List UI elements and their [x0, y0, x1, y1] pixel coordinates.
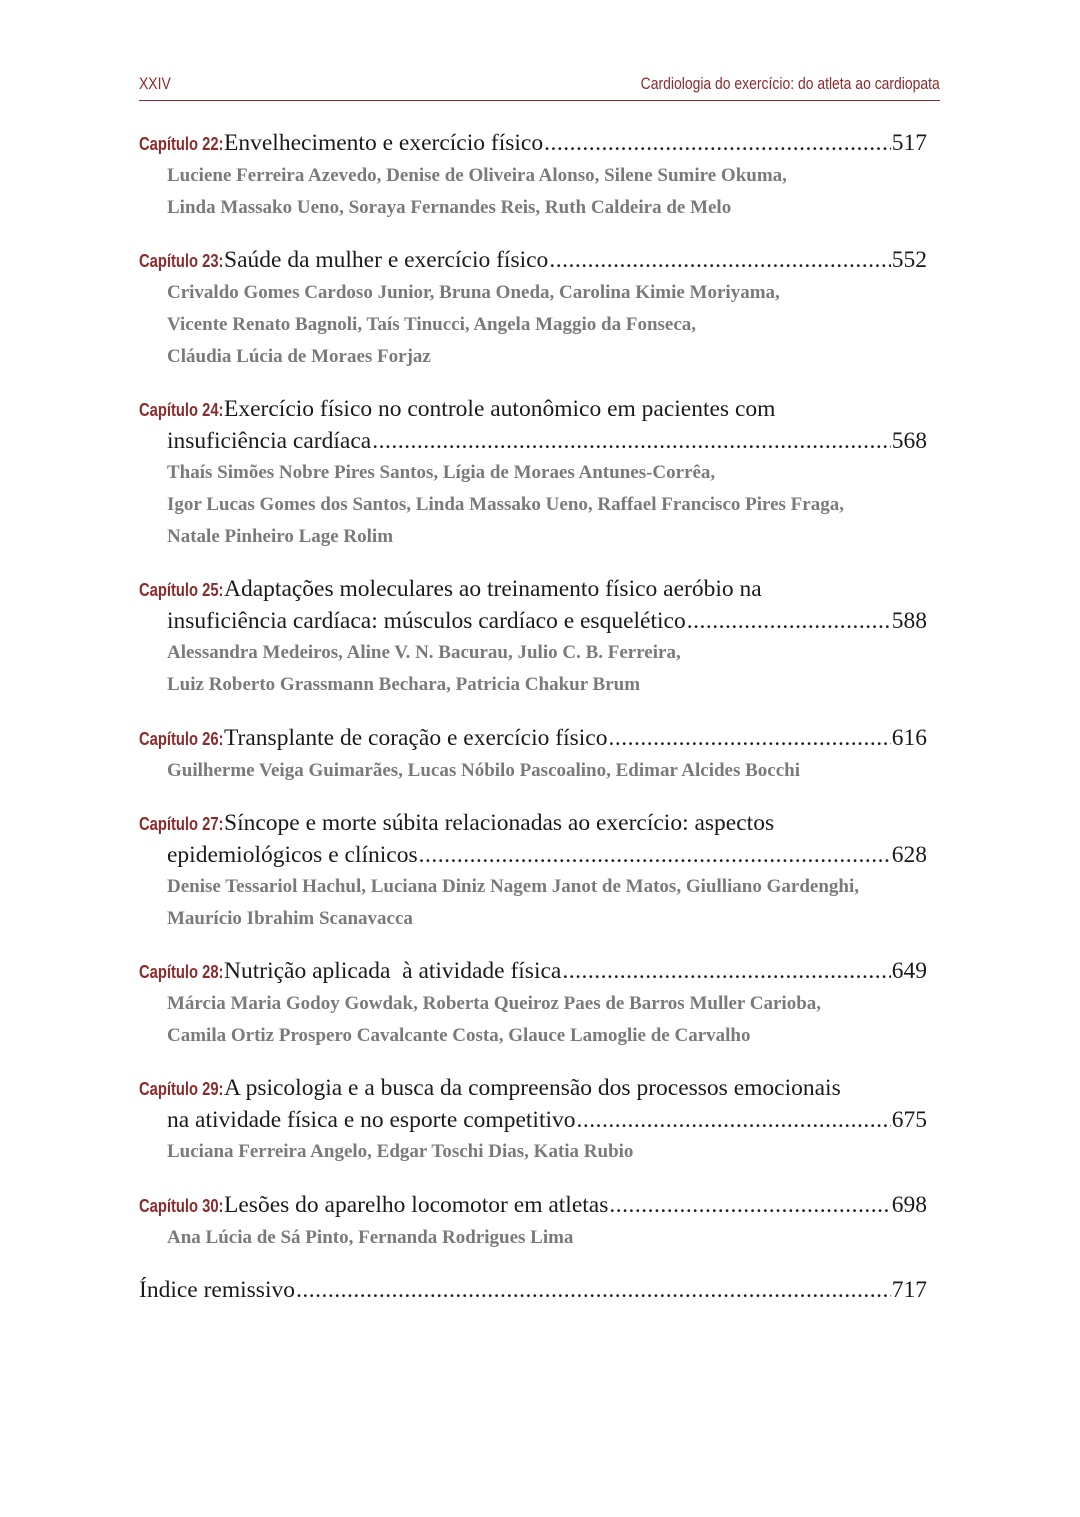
chapter-title: Exercício físico no controle autonômico em pacientes com [224, 396, 776, 422]
leader-dots [296, 1275, 891, 1306]
toc-entry-chapter-29 [139, 1073, 927, 1168]
chapter-title: Síncope e morte súbita relacionadas ao exercício: aspectos [224, 810, 775, 836]
chapter-page: 517 [891, 130, 927, 156]
chapter-authors-line: Alessandra Medeiros, Aline V. N. Bacurau, Julio C. B. Ferreira, [167, 642, 681, 663]
chapter-title: A psicologia e a busca da compreensão dos processos emocionais [224, 1075, 841, 1101]
chapter-title-continued: epidemiológicos e clínicos [167, 842, 418, 868]
chapter-label: Capítulo 28: [139, 962, 224, 982]
chapter-page: 568 [891, 428, 927, 454]
toc-entry-chapter-24 [139, 394, 927, 553]
chapter-page: 649 [891, 958, 927, 984]
leader-dots [687, 606, 891, 637]
toc-entry-chapter-23 [139, 245, 927, 373]
toc-title-line [139, 1275, 927, 1306]
leader-dots [372, 426, 891, 457]
toc-title-line [139, 1105, 927, 1136]
chapter-label: Capítulo 29: [139, 1079, 224, 1099]
toc-title-line [139, 808, 927, 840]
chapter-label: Capítulo 25: [139, 580, 224, 600]
header-page-number: XXIV [139, 74, 171, 93]
chapter-title: Transplante de coração e exercício físico [224, 725, 608, 751]
toc-title-line [139, 840, 927, 871]
toc-title-line [139, 245, 927, 277]
chapter-authors-line: Camila Ortiz Prospero Cavalcante Costa, Glauce Lamoglie de Carvalho [167, 1025, 751, 1046]
chapter-page: 588 [891, 608, 927, 634]
chapter-authors-line: Cláudia Lúcia de Moraes Forjaz [167, 346, 431, 367]
chapter-label: Capítulo 22: [139, 134, 224, 154]
chapter-authors-line: Thaís Simões Nobre Pires Santos, Lígia de Moraes Antunes-Corrêa, [167, 462, 716, 483]
chapter-authors-line: Luciene Ferreira Azevedo, Denise de Oliveira Alonso, Silene Sumire Okuma, [167, 165, 787, 186]
chapter-authors-line: Natale Pinheiro Lage Rolim [167, 526, 394, 547]
chapter-authors-line: Crivaldo Gomes Cardoso Junior, Bruna Oneda, Carolina Kimie Moriyama, [167, 282, 780, 303]
leader-dots [608, 723, 890, 754]
chapter-page: 628 [891, 842, 927, 868]
chapter-title: Envelhecimento e exercício físico [224, 130, 544, 156]
toc-title-line [139, 606, 927, 637]
toc-title-line [139, 394, 927, 426]
running-header [139, 70, 940, 101]
toc-title-line [139, 574, 927, 606]
chapter-title-continued: insuficiência cardíaca [167, 428, 372, 454]
leader-dots [562, 956, 890, 987]
toc-entry-index [139, 1275, 927, 1306]
index-title: Índice remissivo [139, 1277, 295, 1303]
toc-entry-chapter-22 [139, 128, 927, 224]
chapter-authors-line: Igor Lucas Gomes dos Santos, Linda Massako Ueno, Raffael Francisco Pires Fraga, [167, 494, 844, 515]
toc-entry-chapter-26 [139, 723, 927, 787]
leader-dots [577, 1105, 891, 1136]
chapter-authors-line: Guilherme Veiga Guimarães, Lucas Nóbilo Pascoalino, Edimar Alcides Bocchi [167, 760, 801, 781]
toc-title-line [139, 1190, 927, 1222]
toc-title-line [139, 1073, 927, 1105]
chapter-page: 616 [891, 725, 927, 751]
chapter-title: Adaptações moleculares ao treinamento físico aeróbio na [224, 576, 762, 602]
header-book-title: Cardiologia do exercício: do atleta ao cardiopata [640, 74, 940, 93]
toc-title-line [139, 956, 927, 988]
chapter-page: 552 [891, 247, 927, 273]
chapter-authors-line: Márcia Maria Godoy Gowdak, Roberta Queiroz Paes de Barros Muller Carioba, [167, 993, 822, 1014]
chapter-label: Capítulo 30: [139, 1196, 224, 1216]
chapter-authors-line: Denise Tessariol Hachul, Luciana Diniz Nagem Janot de Matos, Giulliano Gardenghi, [167, 876, 859, 897]
chapter-title-continued: na atividade física e no esporte competitivo [167, 1107, 576, 1133]
leader-dots [609, 1190, 890, 1221]
chapter-label: Capítulo 26: [139, 729, 224, 749]
leader-dots [549, 245, 890, 276]
toc-title-line [139, 723, 927, 755]
chapter-label: Capítulo 24: [139, 400, 224, 420]
chapter-title: Nutrição aplicada à atividade física [224, 958, 562, 984]
chapter-authors-line: Maurício Ibrahim Scanavacca [167, 908, 413, 929]
chapter-authors-line: Luiz Roberto Grassmann Bechara, Patricia Chakur Brum [167, 674, 641, 695]
chapter-title: Lesões do aparelho locomotor em atletas [224, 1192, 609, 1218]
chapter-authors-line: Linda Massako Ueno, Soraya Fernandes Reis, Ruth Caldeira de Melo [167, 197, 732, 218]
toc-title-line [139, 426, 927, 457]
toc-entry-chapter-30 [139, 1190, 927, 1254]
chapter-label: Capítulo 23: [139, 251, 224, 271]
leader-dots [419, 840, 891, 871]
index-page: 717 [891, 1277, 927, 1303]
toc-entry-chapter-27 [139, 808, 927, 935]
chapter-page: 675 [891, 1107, 927, 1133]
chapter-authors-line: Ana Lúcia de Sá Pinto, Fernanda Rodrigues Lima [167, 1227, 574, 1248]
leader-dots [544, 128, 891, 159]
chapter-authors-line: Vicente Renato Bagnoli, Taís Tinucci, Angela Maggio da Fonseca, [167, 314, 697, 335]
toc-title-line [139, 128, 927, 160]
chapter-authors-line: Luciana Ferreira Angelo, Edgar Toschi Dias, Katia Rubio [167, 1141, 634, 1162]
toc-entry-chapter-28 [139, 956, 927, 1052]
chapter-title: Saúde da mulher e exercício físico [224, 247, 549, 273]
chapter-title-continued: insuficiência cardíaca: músculos cardíaco e esquelético [167, 608, 686, 634]
toc-entry-chapter-25 [139, 574, 927, 701]
chapter-page: 698 [891, 1192, 927, 1218]
chapter-label: Capítulo 27: [139, 814, 224, 834]
